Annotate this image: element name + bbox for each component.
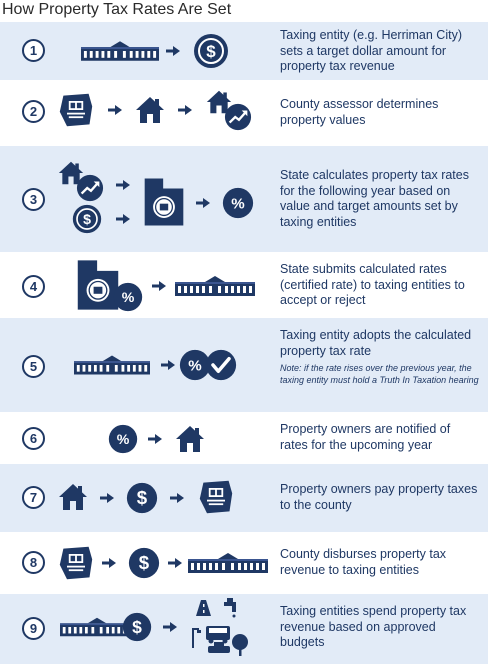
step-illustration xyxy=(48,256,270,316)
county-badge-icon xyxy=(60,547,92,579)
arrow-icon xyxy=(116,180,130,190)
arrow-icon xyxy=(178,105,192,115)
percent-icon xyxy=(223,188,253,218)
arrow-icon xyxy=(116,214,130,224)
building-icon xyxy=(74,356,150,375)
checkmark-icon xyxy=(206,350,236,380)
step-description: County disburses property tax revenue to taxing entities xyxy=(280,547,447,577)
step-illustration xyxy=(48,318,270,412)
arrow-icon xyxy=(102,558,116,568)
step-3 xyxy=(0,146,488,252)
house-icon xyxy=(59,484,87,510)
step-number: 1 xyxy=(22,39,45,62)
arrow-icon xyxy=(166,46,180,56)
step-illustration xyxy=(48,22,270,80)
step-number: 4 xyxy=(22,275,45,298)
step-number: 7 xyxy=(22,486,45,509)
step-7 xyxy=(0,464,488,532)
dollar-coin-icon xyxy=(127,483,157,513)
step-illustration xyxy=(48,464,270,532)
house-icon xyxy=(136,97,164,123)
step-description: Taxing entity (e.g. Herriman City) sets a target dollar amount for property tax revenue xyxy=(280,28,463,73)
step-6-icons xyxy=(48,412,270,464)
step-8-icons xyxy=(48,532,270,594)
step-description: Property owners pay property taxes to the county xyxy=(280,482,478,512)
arrow-icon xyxy=(170,493,184,503)
percent-icon xyxy=(114,283,142,311)
dollar-coin-icon xyxy=(123,613,151,641)
public-services-icon xyxy=(192,598,248,656)
dollar-coin-icon xyxy=(129,548,159,578)
step-1 xyxy=(0,22,488,80)
arrow-icon xyxy=(168,558,182,568)
step-1-icons xyxy=(48,22,270,80)
building-icon xyxy=(188,553,268,573)
step-description: State submits calculated rates (certified rate) to taxing entities to accept or reject xyxy=(280,262,465,307)
county-badge-icon xyxy=(60,94,92,126)
step-number: 5 xyxy=(22,355,45,378)
step-illustration xyxy=(48,412,270,464)
step-3-icons xyxy=(48,146,270,252)
arrow-icon xyxy=(152,281,166,291)
step-5 xyxy=(0,318,488,412)
arrow-icon xyxy=(100,493,114,503)
utah-seal-icon xyxy=(145,178,184,225)
page-title: How Property Tax Rates Are Set xyxy=(2,1,232,18)
step-illustration xyxy=(48,80,270,144)
step-illustration xyxy=(48,146,270,252)
arrow-icon xyxy=(163,622,177,632)
step-main-text: Taxing entity adopts the calculated property tax rate xyxy=(280,328,472,358)
step-number: 6 xyxy=(22,427,45,450)
step-2 xyxy=(0,80,488,144)
house-rising-value-icon xyxy=(225,104,251,130)
arrow-icon xyxy=(108,105,122,115)
dollar-coin-icon xyxy=(194,34,228,68)
step-number: 8 xyxy=(22,551,45,574)
dollar-coin-icon xyxy=(73,205,101,233)
county-badge-icon xyxy=(200,481,232,513)
step-number: 2 xyxy=(22,100,45,123)
step-2-icons xyxy=(48,80,270,144)
step-illustration xyxy=(48,594,270,664)
building-icon xyxy=(81,41,159,61)
house-icon xyxy=(176,426,204,452)
arrow-icon xyxy=(161,360,175,370)
step-4-icons xyxy=(48,256,270,316)
percent-icon xyxy=(180,350,210,380)
step-9-icons xyxy=(48,594,270,664)
step-note: Note: if the rate rises over the previous year, the taxing entity must hold a Truth In Taxation hearing xyxy=(280,363,479,385)
step-7-icons xyxy=(48,464,270,532)
step-description: County assessor determines property values xyxy=(280,97,439,127)
step-description: Taxing entities spend property tax revenue based on approved budgets xyxy=(280,604,467,649)
step-4 xyxy=(0,256,488,316)
step-number: 9 xyxy=(22,617,45,640)
arrow-icon xyxy=(148,434,162,444)
step-description xyxy=(280,328,480,386)
step-number: 3 xyxy=(22,188,45,211)
utah-seal-icon xyxy=(78,260,118,309)
step-6 xyxy=(0,412,488,464)
arrow-icon xyxy=(196,198,210,208)
step-description: Property owners are notified of rates for the upcoming year xyxy=(280,422,451,452)
step-8 xyxy=(0,532,488,594)
percent-icon xyxy=(109,425,137,453)
building-icon xyxy=(175,276,255,296)
step-9 xyxy=(0,594,488,664)
step-5-icons xyxy=(48,318,270,412)
step-description: State calculates property tax rates for the following year based on value and target amounts set by taxing entities xyxy=(280,168,469,229)
house-rising-value-icon xyxy=(77,175,103,201)
step-illustration xyxy=(48,532,270,594)
